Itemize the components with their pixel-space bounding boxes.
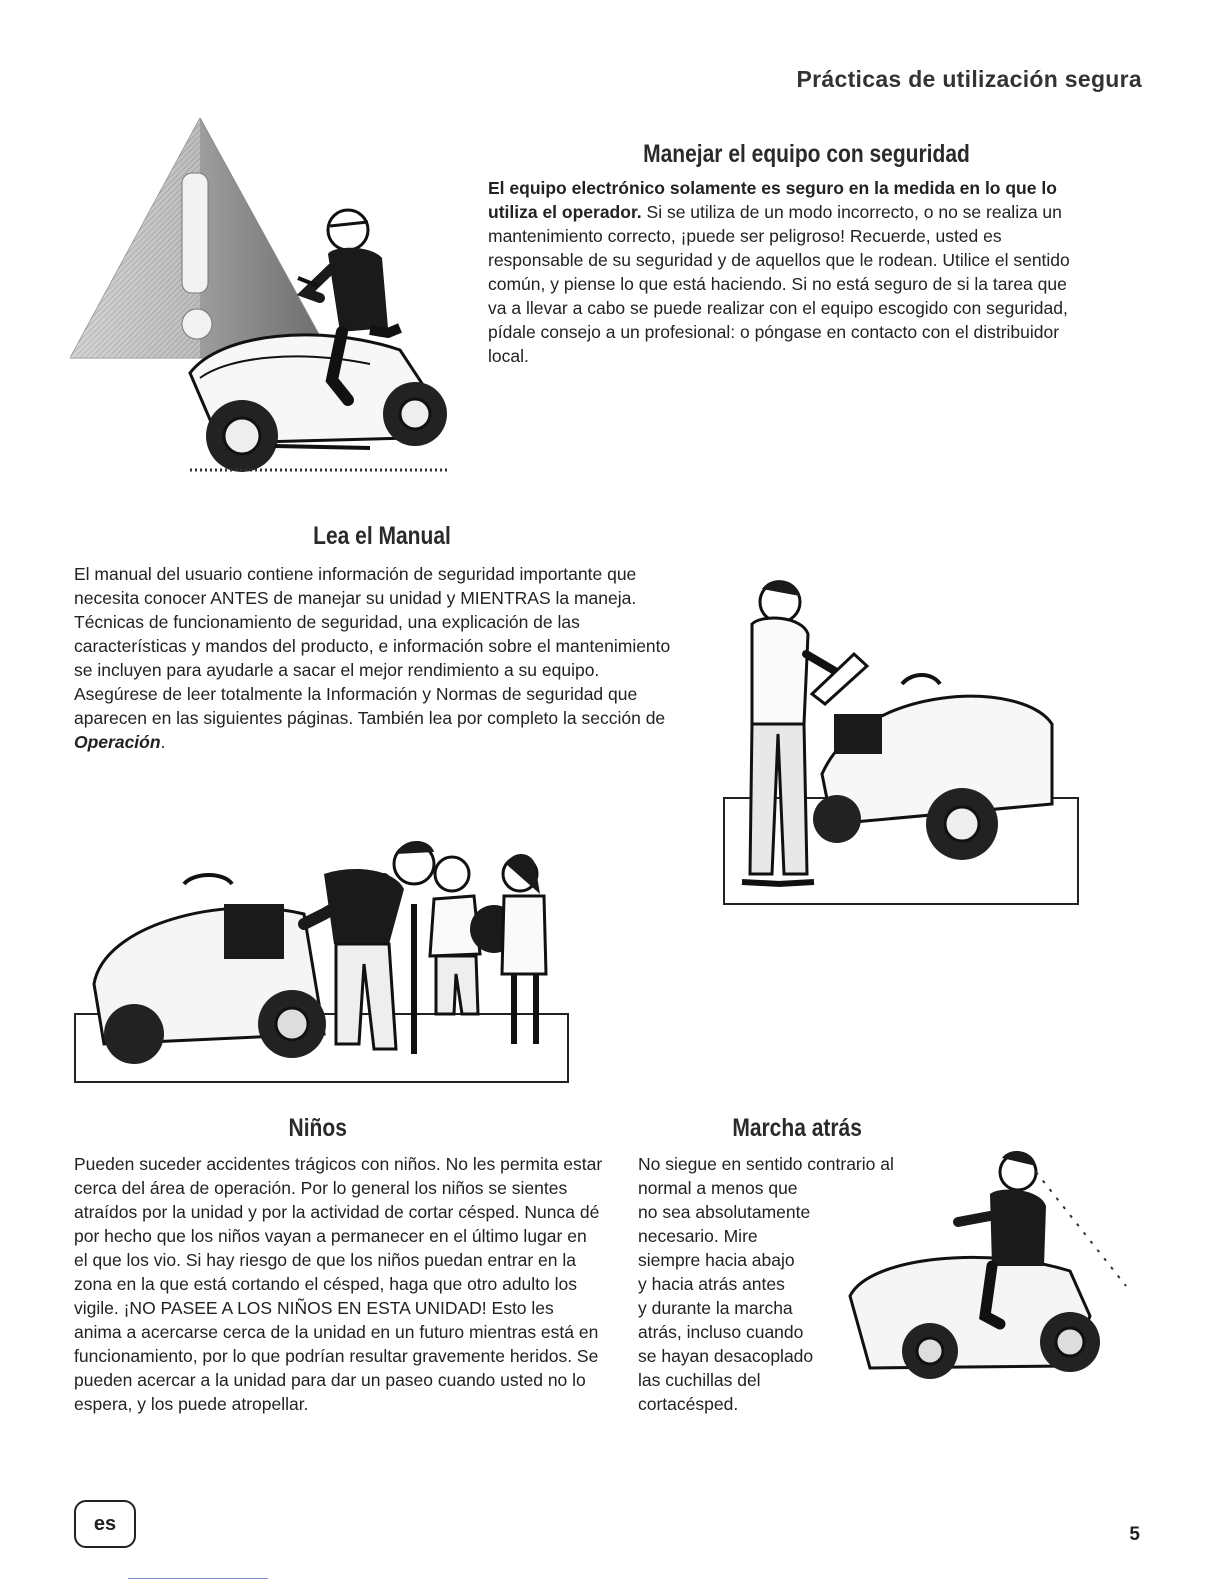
marcha-line: atrás, incluso cuando: [638, 1322, 804, 1342]
man-reading-manual-illustration: [722, 574, 1080, 908]
exclamation-mark-icon: [182, 173, 208, 293]
page-number: 5: [1129, 1524, 1140, 1545]
manual-paragraph-1: El manual del usuario contiene información de seguridad importante que necesita conocer ANTES de manejar su unidad y MIENTRAS la maneja.: [74, 564, 637, 608]
section-heading-ninos: Niños: [288, 1114, 347, 1142]
footer-rule: [128, 1578, 268, 1579]
warning-rider-illustration: [70, 118, 470, 480]
marcha-line: y durante la marcha: [638, 1298, 793, 1318]
section-body-manual: [74, 562, 676, 754]
language-badge: es: [74, 1500, 136, 1548]
marcha-line: necesario. Mire: [638, 1226, 758, 1246]
section-heading-manual: Lea el Manual: [313, 522, 451, 550]
marcha-line: normal a menos que: [638, 1178, 798, 1198]
reversing-rider-illustration: [840, 1146, 1130, 1380]
section-heading-manejar: Manejar el equipo con seguridad: [643, 140, 970, 168]
marcha-line: las cuchillas del: [638, 1370, 761, 1390]
marcha-line: cortacésped.: [638, 1394, 739, 1414]
lead-bold-text: El equipo electrónico solamente es seguro en la medida en lo que lo utiliza el operador.: [488, 178, 1057, 222]
page-header-title: Prácticas de utilización segura: [796, 66, 1142, 92]
body-text: Si se utiliza de un modo incorrecto, o no se realiza un mantenimiento correcto, ¡puede ser peligroso! Recuerde, usted es responsable de su seguridad y de aquellos que le rodean. Utilice el sentido común, y piense lo que está haciendo. Si no está seguro de si la tarea que va a llevar a cabo se puede realizar con el equipo escogido con seguridad, pídale consejo a un profesional: o póngase en contacto con el distribuidor local.: [488, 202, 1070, 366]
manual-paragraph-2: Técnicas de funcionamiento de seguridad, una explicación de las características y mandos del producto, e información sobre el mantenimiento se incluyen para ayudarle a sacar el mejor rendimiento a su equipo.: [74, 612, 671, 680]
section-body-manejar: [488, 176, 1084, 368]
marcha-line: y hacia atrás antes: [638, 1274, 785, 1294]
man-with-children-illustration: [74, 834, 570, 1084]
marcha-line: No siegue en sentido contrario al: [638, 1154, 894, 1174]
marcha-line: no sea absolutamente: [638, 1202, 811, 1222]
marcha-line: siempre hacia abajo: [638, 1250, 795, 1270]
marcha-line: se hayan desacoplado: [638, 1346, 814, 1366]
section-heading-marcha: Marcha atrás: [732, 1114, 862, 1142]
section-body-ninos: Pueden suceder accidentes trágicos con niños. No les permita estar cerca del área de operación. Por lo general los niños se sientes atraídos por la unidad y por la actividad de cortar césped. Nunca dé por hecho que los niños vayan a permanecer en el último lugar en el que los vio. Si hay riesgo de que los niños puedan entrar en la zona en la que está cortando el césped, haga que otro adulto los vigile. ¡NO PASEE A LOS NIÑOS EN ESTA UNIDAD! Esto les anima a acercarse cerca de la unidad en un futuro mientras está en funcionamiento, por lo que podrían resultar gravemente heridos. Se pueden acercar a la unidad para dar un paseo cuando usted no lo espera, y los puede atropellar.: [74, 1154, 603, 1414]
operacion-link-text: Operación: [74, 732, 161, 752]
manual-paragraph-3: Asegúrese de leer totalmente la Información y Normas de seguridad que aparecen en las siguientes páginas. También lea por completo la sección de Operación.: [74, 684, 666, 752]
